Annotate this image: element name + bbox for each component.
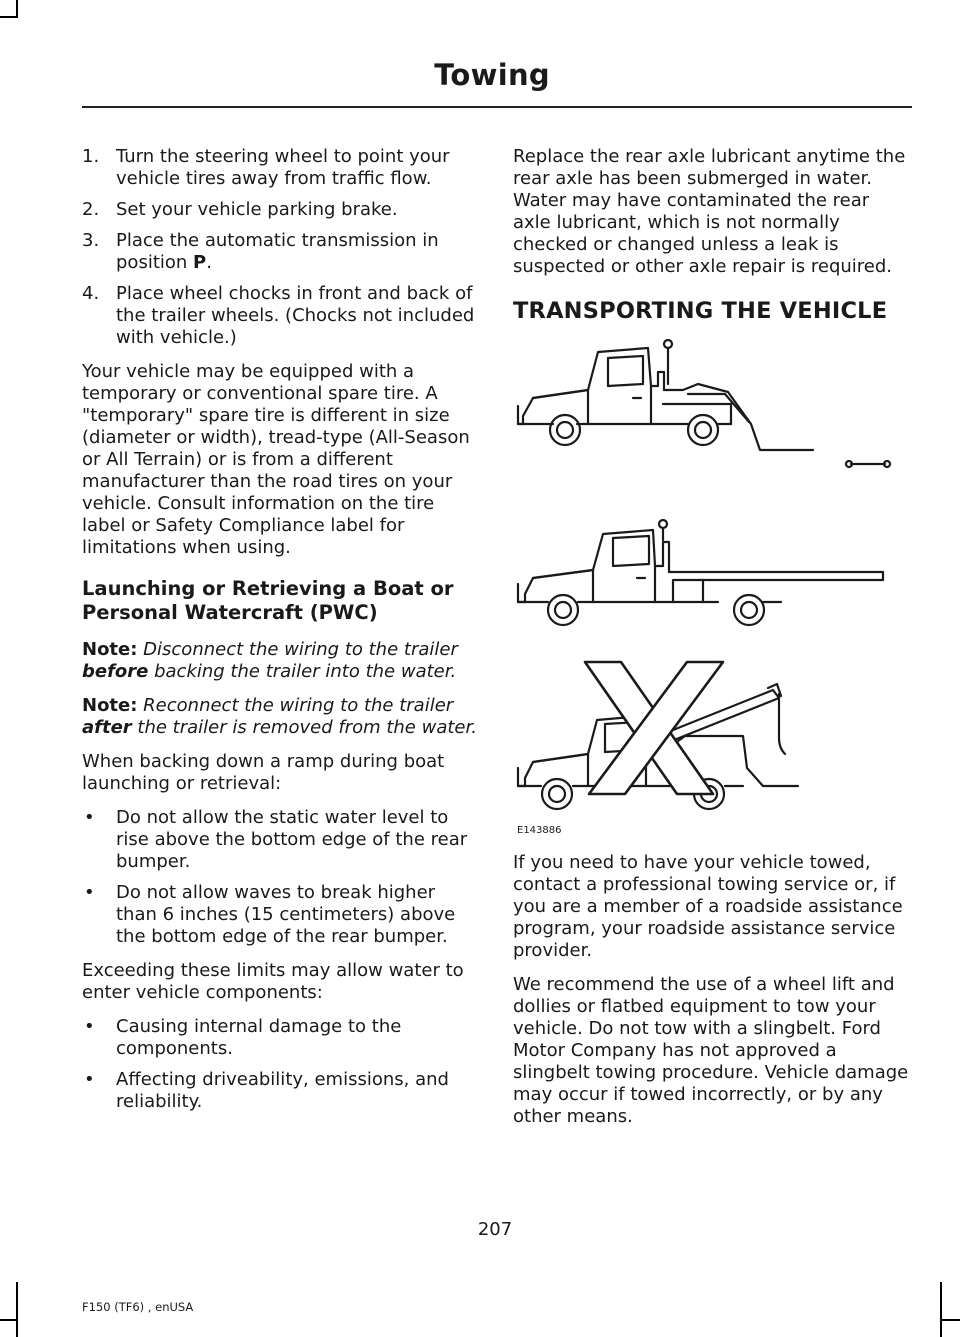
figure-code: E143886: [517, 825, 562, 836]
spare-tire-paragraph: Your vehicle may be equipped with a temporary or conventional spare tire. A "temporary" spare tire is different in size (diameter or width), tread-type (All-Season or All Terrain) or is from a different manufacturer than the road tires on your vehicle. Consult information on the tire label or Safety Compliance label for limitations when using.: [82, 361, 470, 558]
page-title: Towing: [434, 58, 550, 92]
crop-mark: [942, 1319, 960, 1321]
header-divider: [82, 106, 912, 108]
crop-mark: [0, 16, 18, 18]
note-reconnect: Note: Reconnect the wiring to the trailer after the trailer is removed from the water.: [82, 695, 477, 738]
towed-paragraph: If you need to have your vehicle towed, contact a professional towing service or, if you are a member of a roadside assistance program, your roadside assistance service provider.: [513, 852, 903, 961]
list-item: 4. Place wheel chocks in front and back of the trailer wheels. (Chocks not included with vehicle.): [82, 283, 475, 348]
note-disconnect: Note: Disconnect the wiring to the trailer before backing the trailer into the water.: [82, 639, 458, 682]
ramp-intro-paragraph: When backing down a ramp during boat launching or retrieval:: [82, 751, 445, 794]
crop-mark: [0, 1319, 18, 1321]
list-item: 1. Turn the steering wheel to point your vehicle tires away from traffic flow.: [82, 146, 450, 189]
list-item: • Causing internal damage to the components.: [84, 1016, 402, 1059]
footer-model: F150 (TF6) , enUSA: [82, 1300, 194, 1314]
left-column: [82, 146, 478, 1125]
exceed-bullets: [82, 1016, 478, 1113]
wheel-lift-truck-icon: [518, 340, 890, 467]
recommend-paragraph: We recommend the use of a wheel lift and dollies or flatbed equipment to tow your vehicle. Do not tow with a slingbelt. Ford Motor Company has not approved a slingbelt towing procedure. Vehicle damage may occur if towed incorrectly, or by any other means.: [513, 974, 909, 1127]
list-item: • Do not allow waves to break higher than 6 inches (15 centimeters) above the bottom edge of the rear bumper.: [84, 882, 456, 947]
crop-mark: [940, 1282, 942, 1337]
crop-mark: [16, 1282, 18, 1337]
transport-heading: TRANSPORTING THE VEHICLE: [513, 298, 888, 324]
flatbed-truck-icon: [518, 520, 883, 625]
list-item: 3. Place the automatic transmission in position P.: [82, 230, 439, 273]
boat-heading: Launching or Retrieving a Boat or Personal Watercraft (PWC): [82, 577, 454, 624]
axle-paragraph: Replace the rear axle lubricant anytime the rear axle has been submerged in water. Water may have contaminated the rear axle lubricant, which is not normally checked or changed unless a leak is suspected or other axle repair is required.: [513, 146, 906, 277]
page-number: 207: [477, 1219, 513, 1240]
exceed-paragraph: Exceeding these limits may allow water to enter vehicle components:: [82, 960, 464, 1003]
list-item: • Do not allow the static water level to rise above the bottom edge of the rear bumper.: [84, 807, 468, 872]
steps-list: [82, 146, 478, 349]
list-item: 2. Set your vehicle parking brake.: [82, 199, 398, 220]
ramp-bullets: [82, 807, 478, 948]
list-item: • Affecting driveability, emissions, and reliability.: [84, 1069, 449, 1112]
right-column: [513, 146, 910, 1140]
towing-methods-illustration: [513, 328, 910, 840]
